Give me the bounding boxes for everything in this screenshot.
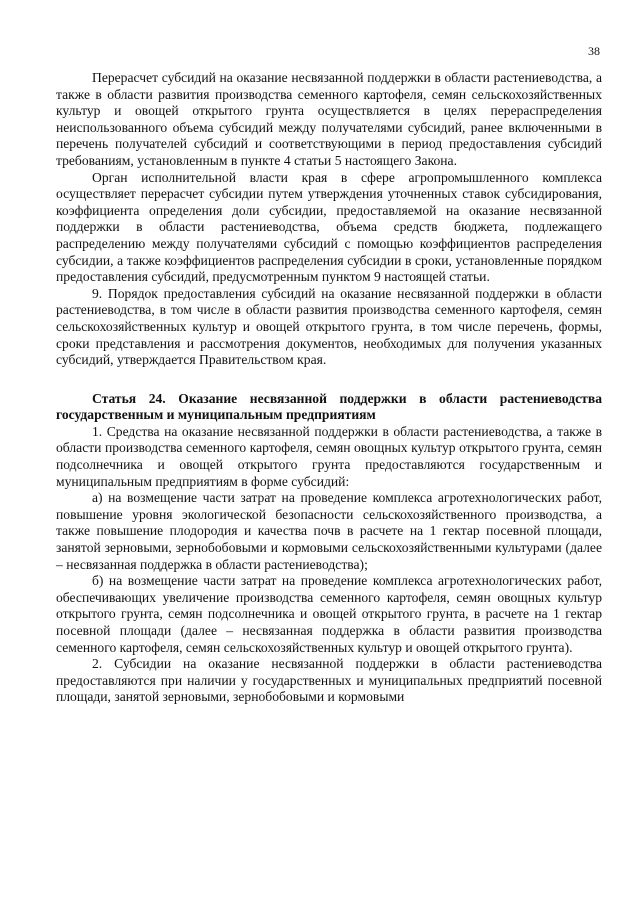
paragraph-item-1: 1. Средства на оказание несвязанной поддержки в области растениеводства, а также в области производства семенного картофеля, семян овощных культур открытого грунта, семян подсолнечника и овощей открытого грунта предоставляются государственным и муниципальным предприятиям в форме субсидий: xyxy=(56,423,602,489)
article-24-heading: Статья 24. Оказание несвязанной поддержки в области растениеводства государственным и муниципальным предприятиям xyxy=(56,390,602,423)
paragraph-executive-authority: Орган исполнительной власти края в сфере агропромышленного комплекса осуществляет перерасчет субсидии путем утверждения уточненных ставок субсидирования, коэффициента определения доли субсидии, предоставляемой на оказание несвязанной поддержки в области растениеводства, объема средств бюджета, подлежащего распределению между получателями субсидий с помощью коэффициентов распределения субсидии, а также коэффициентов распределения субсидии в сроки, установленные порядком предоставления субсидий, предусмотренным пунктом 9 настоящей статьи. xyxy=(56,169,602,285)
page-number: 38 xyxy=(588,44,600,58)
paragraph-item-2: 2. Субсидии на оказание несвязанной поддержки в области растениеводства предоставляются при наличии у государственных и муниципальных предприятий посевной площади, занятой зерновыми, зернобобовыми и кормовыми xyxy=(56,656,602,705)
paragraph-subitem-b: б) на возмещение части затрат на проведение комплекса агротехнологических работ, обеспечивающих увеличение производства семенного картофеля, семян овощных культур открытого грунта, семян подсолнечника и овощей открытого грунта, в расчете на 1 гектар посевной площади (далее – несвязанная поддержка в области развития производства семенного картофеля, семян сельскохозяйственных культур и овощей открытого грунта). xyxy=(56,573,602,655)
document-body xyxy=(56,70,602,706)
paragraph-recalculation: Перерасчет субсидий на оказание несвязанной поддержки в области растениеводства, а также в области развития производства семенного картофеля, семян сельскохозяйственных культур и овощей открытого грунта осуществляется в целях перераспределения неиспользованного объема субсидий между получателями субсидий, ранее включенными в перечень получателей субсидий и соответствующими в период предоставления субсидий требованиям, установленным в пункте 4 статьи 5 настоящего Закона. xyxy=(56,70,602,168)
section-spacer xyxy=(56,369,602,391)
paragraph-item-9: 9. Порядок предоставления субсидий на оказание несвязанной поддержки в области растениеводства, в том числе в области развития производства семенного картофеля, семян сельскохозяйственных культур и овощей открытого грунта, в том числе перечень, формы, сроки представления и рассмотрения документов, необходимых для получения указанных субсидий, утверждается Правительством края. xyxy=(56,285,602,368)
paragraph-subitem-a: а) на возмещение части затрат на проведение комплекса агротехнологических работ, повышение уровня экологической безопасности сельскохозяйственного производства, а также повышение плодородия и качества почв в расчете на 1 гектар посевной площади, занятой зерновыми, зернобобовыми и кормовыми сельскохозяйственными культурами (далее – несвязанная поддержка в области растениеводства); xyxy=(56,490,602,572)
